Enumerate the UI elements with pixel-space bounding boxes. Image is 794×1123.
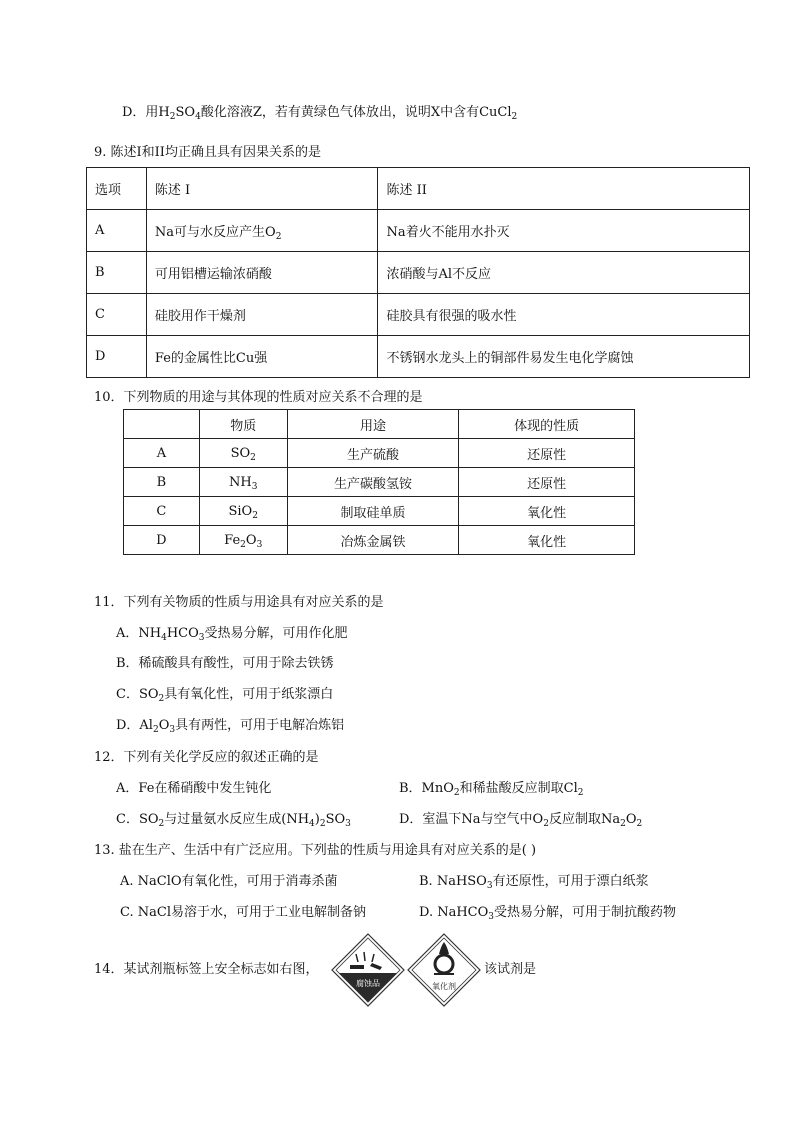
q11-option-a: A．$NH_4HCO_3$受热易分解，可用作化肥 (116, 626, 348, 643)
q12-option-a: A．Fe在稀硝酸中发生钝化 (116, 781, 272, 796)
q14-stem-before: 14．某试剂瓶标签上安全标志如右图， (94, 962, 319, 977)
statement-2-cell: Na着火不能用水扑灭 (378, 210, 750, 252)
use-cell: 生产碳酸氢铵 (287, 468, 459, 497)
table-row (87, 294, 750, 336)
use-cell: 冶炼金属铁 (287, 526, 459, 555)
q13-option-b: B. NaHSO$_3$有还原性，可用于漂白纸浆 (419, 874, 649, 891)
statement-1-cell: Na可与水反应产生$O_2$ (146, 210, 378, 252)
statement-1-cell: Fe的金属性比Cu强 (146, 336, 378, 378)
q11-option-b: B．稀硫酸具有酸性，可用于除去铁锈 (116, 656, 334, 671)
use-cell: 生产硫酸 (287, 439, 459, 468)
corrosive-label: 腐蚀品 (356, 979, 380, 988)
header-cell: 物质 (199, 410, 287, 439)
q13-stem: 13. 盐在生产、生活中有广泛应用。下列盐的性质与用途具有对应关系的是( ) (94, 843, 537, 858)
option-cell: D (87, 336, 147, 378)
table-header-row (124, 410, 635, 439)
q13-option-c: C. NaCl易溶于水，可用于工业电解制备钠 (120, 905, 366, 920)
statement-2-cell: 浓硝酸与Al不反应 (378, 252, 750, 294)
q12-option-b: B．MnO$_2$和稀盐酸反应制取$Cl_2$ (399, 781, 584, 798)
table-row (124, 439, 635, 468)
hazard-signs (330, 932, 482, 1008)
option-cell: A (124, 439, 200, 468)
property-cell: 氧化性 (459, 497, 635, 526)
statement-1-cell: 硅胶用作干燥剂 (146, 294, 378, 336)
statement-2-cell: 不锈钢水龙头上的铜部件易发生电化学腐蚀 (378, 336, 750, 378)
table-row (124, 497, 635, 526)
q9-stem: 9. 陈述I和II均正确且具有因果关系的是 (94, 145, 321, 160)
q9-table (86, 167, 750, 378)
header-cell (124, 410, 200, 439)
substance-cell: SiO$_2$ (199, 497, 287, 526)
property-cell: 还原性 (459, 439, 635, 468)
q11-stem: 11．下列有关物质的性质与用途具有对应关系的是 (94, 595, 384, 610)
table-header-row (87, 168, 750, 210)
property-cell: 氧化性 (459, 526, 635, 555)
header-cell: 陈述 I (146, 168, 378, 210)
q10-stem: 10．下列物质的用途与其体现的性质对应关系不合理的是 (94, 390, 423, 405)
property-cell: 还原性 (459, 468, 635, 497)
q11-option-c: C．$SO_2$具有氧化性，可用于纸浆漂白 (116, 687, 334, 704)
table-row (87, 210, 750, 252)
option-cell: D (124, 526, 200, 555)
q13-option-a: A. NaClO有氧化性，可用于消毒杀菌 (120, 874, 338, 889)
option-cell: C (124, 497, 200, 526)
substance-cell: $Fe_2O_3$ (199, 526, 287, 555)
q14-stem-after: 该试剂是 (484, 962, 537, 977)
option-cell: B (87, 252, 147, 294)
table-row (124, 468, 635, 497)
table-row (87, 336, 750, 378)
q13-option-d: D. NaHCO$_3$受热易分解，可用于制抗酸药物 (419, 905, 677, 922)
statement-1-cell: 可用铝槽运输浓硝酸 (146, 252, 378, 294)
substance-cell: $NH_3$ (199, 468, 287, 497)
header-cell: 用途 (287, 410, 459, 439)
header-cell: 选项 (87, 168, 147, 210)
q11-option-d: D．$Al_2O_3$具有两性，可用于电解冶炼铝 (116, 718, 345, 735)
corrosive-sign-icon (332, 934, 404, 1006)
header-cell: 体现的性质 (459, 410, 635, 439)
statement-2-cell: 硅胶具有很强的吸水性 (378, 294, 750, 336)
option-cell: A (87, 210, 147, 252)
use-cell: 制取硅单质 (287, 497, 459, 526)
oxidizer-sign-icon (408, 934, 480, 1006)
q8-option-d: D．用$H_2SO_4$酸化溶液Z，若有黄绿色气体放出，说明X中含有CuCl$_2$ (122, 105, 518, 122)
q10-table (123, 409, 635, 555)
option-cell: B (124, 468, 200, 497)
oxidizer-label: 氧化剂 (432, 982, 456, 991)
table-row (124, 526, 635, 555)
table-row (87, 252, 750, 294)
header-cell: 陈述 II (378, 168, 750, 210)
substance-cell: $SO_2$ (199, 439, 287, 468)
q12-option-c: C．$SO_2$与过量氨水反应生成$(NH_4)_2SO_3$ (116, 812, 351, 829)
q12-stem: 12．下列有关化学反应的叙述正确的是 (94, 750, 319, 765)
q12-option-d: D．室温下Na与空气中$O_2$反应制取$Na_2O_2$ (399, 812, 643, 829)
option-cell: C (87, 294, 147, 336)
